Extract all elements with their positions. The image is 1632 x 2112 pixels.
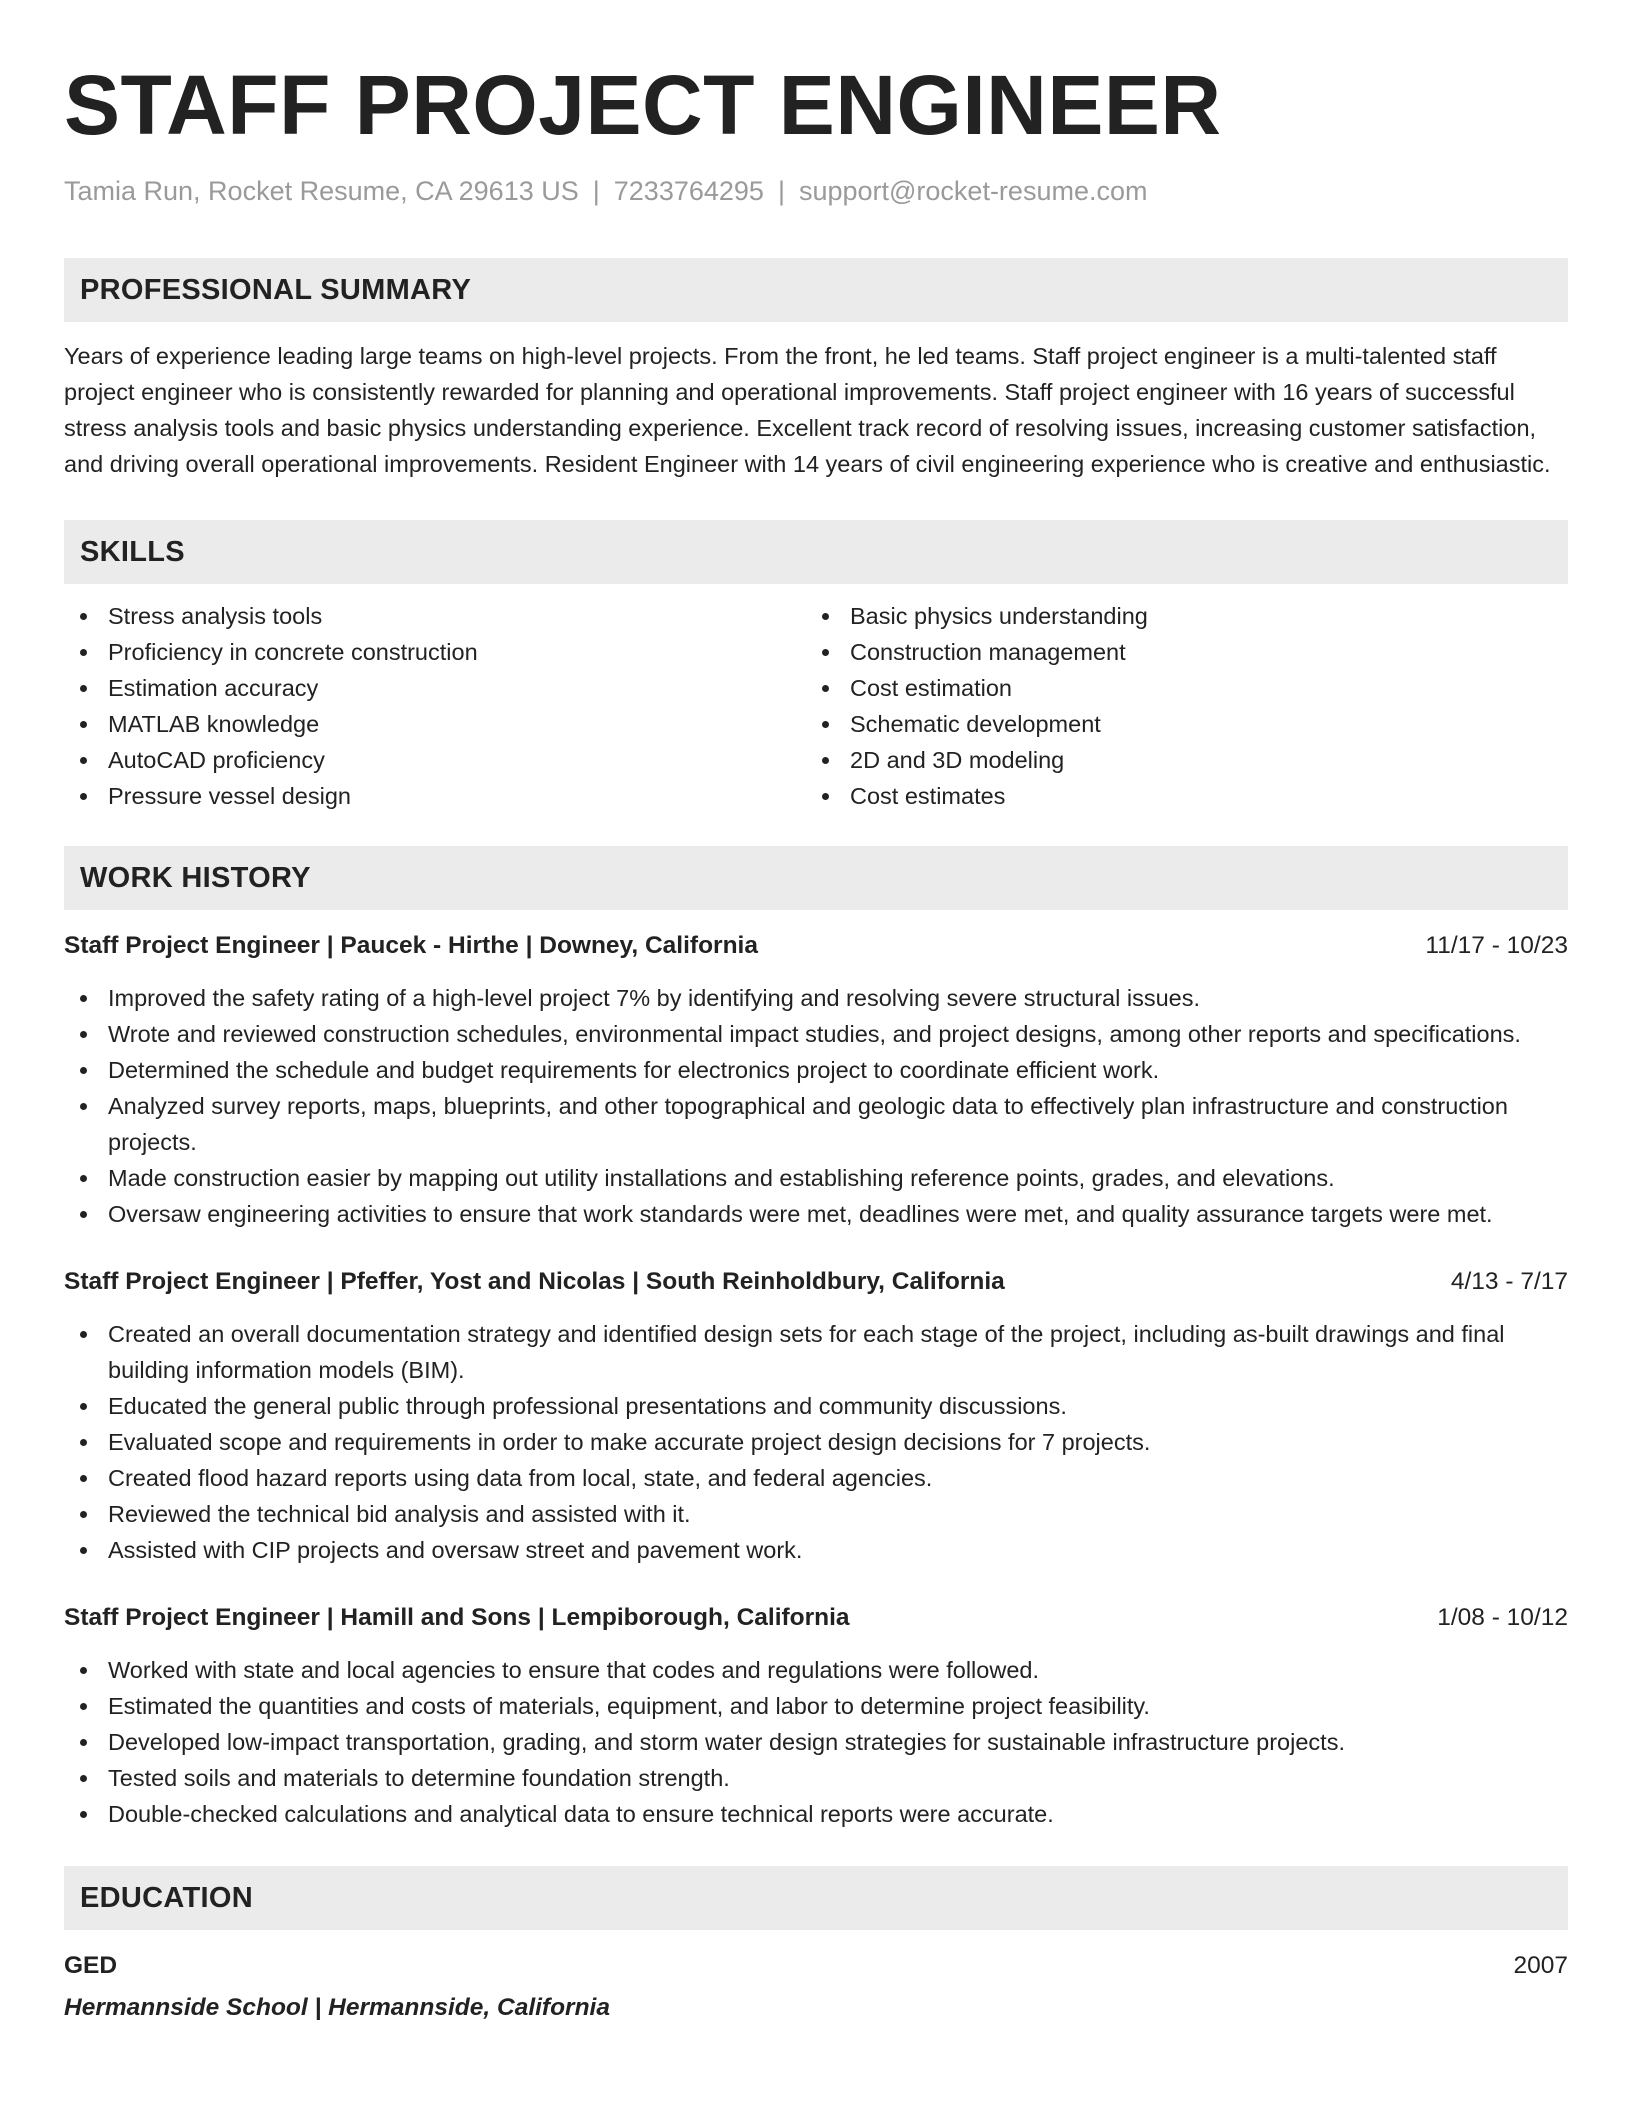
skill-item: Schematic development bbox=[806, 706, 1548, 742]
skill-item: Proficiency in concrete construction bbox=[64, 634, 806, 670]
job-entry bbox=[64, 928, 1568, 1232]
skill-item: 2D and 3D modeling bbox=[806, 742, 1548, 778]
job-bullets bbox=[64, 1316, 1568, 1568]
job-bullet: Made construction easier by mapping out utility installations and establishing reference points, grades, and elevations. bbox=[64, 1160, 1568, 1196]
skill-item: Estimation accuracy bbox=[64, 670, 806, 706]
job-bullet: Educated the general public through professional presentations and community discussions. bbox=[64, 1388, 1568, 1424]
education-school: Hermannside School | Hermannside, California bbox=[64, 1994, 610, 2021]
skills-column-right bbox=[806, 598, 1548, 814]
contact-address: Tamia Run, Rocket Resume, CA 29613 US bbox=[64, 176, 579, 206]
education-entry bbox=[64, 1948, 1568, 2026]
job-dates: 11/17 - 10/23 bbox=[1425, 932, 1568, 959]
skill-item: Basic physics understanding bbox=[806, 598, 1548, 634]
education-header bbox=[64, 1948, 1568, 1984]
education-year: 2007 bbox=[1513, 1952, 1568, 1979]
skills-list bbox=[64, 598, 1568, 814]
job-bullet: Assisted with CIP projects and oversaw street and pavement work. bbox=[64, 1532, 1568, 1568]
job-bullet: Worked with state and local agencies to ensure that codes and regulations were followed. bbox=[64, 1652, 1568, 1688]
section-header-work: WORK HISTORY bbox=[64, 846, 1568, 910]
job-bullets bbox=[64, 980, 1568, 1232]
job-title: Staff Project Engineer | Paucek - Hirthe | Downey, California bbox=[64, 932, 758, 959]
job-dates: 1/08 - 10/12 bbox=[1437, 1604, 1568, 1631]
skill-item: Cost estimates bbox=[806, 778, 1548, 814]
job-bullet: Improved the safety rating of a high-level project 7% by identifying and resolving severe structural issues. bbox=[64, 980, 1568, 1016]
job-dates: 4/13 - 7/17 bbox=[1450, 1268, 1568, 1295]
job-bullet: Tested soils and materials to determine foundation strength. bbox=[64, 1760, 1568, 1796]
skill-item: Pressure vessel design bbox=[64, 778, 806, 814]
job-header bbox=[64, 928, 1568, 964]
skills-column-left bbox=[64, 598, 806, 814]
skill-item: Cost estimation bbox=[806, 670, 1548, 706]
job-header bbox=[64, 1600, 1568, 1636]
contact-line bbox=[64, 174, 1568, 208]
resume-page bbox=[64, 58, 1568, 2026]
job-header bbox=[64, 1264, 1568, 1300]
job-entry bbox=[64, 1264, 1568, 1568]
education-degree: GED bbox=[64, 1952, 118, 1979]
section-header-summary: PROFESSIONAL SUMMARY bbox=[64, 258, 1568, 322]
job-bullet: Reviewed the technical bid analysis and assisted with it. bbox=[64, 1496, 1568, 1532]
job-title: Staff Project Engineer | Pfeffer, Yost and Nicolas | South Reinholdbury, California bbox=[64, 1268, 1005, 1295]
job-bullets bbox=[64, 1652, 1568, 1832]
skill-item: Stress analysis tools bbox=[64, 598, 806, 634]
contact-phone: 7233764295 bbox=[613, 176, 764, 206]
skill-item: MATLAB knowledge bbox=[64, 706, 806, 742]
resume-name: STAFF PROJECT ENGINEER bbox=[64, 58, 1222, 152]
job-bullet: Analyzed survey reports, maps, blueprints, and other topographical and geologic data to effectively plan infrastructure and construction projects. bbox=[64, 1088, 1568, 1160]
job-bullet: Wrote and reviewed construction schedules, environmental impact studies, and project designs, among other reports and specifications. bbox=[64, 1016, 1568, 1052]
job-bullet: Evaluated scope and requirements in order to make accurate project design decisions for 7 projects. bbox=[64, 1424, 1568, 1460]
job-bullet: Oversaw engineering activities to ensure that work standards were met, deadlines were met, and quality assurance targets were met. bbox=[64, 1196, 1568, 1232]
job-title: Staff Project Engineer | Hamill and Sons | Lempiborough, California bbox=[64, 1604, 850, 1631]
contact-separator: | bbox=[592, 176, 600, 206]
section-header-skills: SKILLS bbox=[64, 520, 1568, 584]
job-bullet: Developed low-impact transportation, grading, and storm water design strategies for sustainable infrastructure projects. bbox=[64, 1724, 1568, 1760]
job-bullet: Determined the schedule and budget requirements for electronics project to coordinate efficient work. bbox=[64, 1052, 1568, 1088]
job-entry bbox=[64, 1600, 1568, 1832]
summary-text: Years of experience leading large teams on high-level projects. From the front, he led teams. Staff project engineer is a multi-talented staff project engineer who is consistently rewarded for planning and operational improvements. Staff project engineer with 16 years of successful stress analysis tools and basic physics understanding experience. Excellent track record of resolving issues, increasing customer satisfaction, and driving overall operational improvements. Resident Engineer with 14 years of civil engineering experience who is creative and enthusiastic. bbox=[64, 343, 1551, 477]
job-bullet: Created flood hazard reports using data from local, state, and federal agencies. bbox=[64, 1460, 1568, 1496]
job-bullet: Double-checked calculations and analytical data to ensure technical reports were accurate. bbox=[64, 1796, 1568, 1832]
skill-item: AutoCAD proficiency bbox=[64, 742, 806, 778]
contact-separator: | bbox=[777, 176, 785, 206]
section-header-education: EDUCATION bbox=[64, 1866, 1568, 1930]
job-bullet: Estimated the quantities and costs of materials, equipment, and labor to determine project feasibility. bbox=[64, 1688, 1568, 1724]
job-bullet: Created an overall documentation strategy and identified design sets for each stage of the project, including as-built drawings and final building information models (BIM). bbox=[64, 1316, 1568, 1388]
contact-email: support@rocket-resume.com bbox=[798, 176, 1148, 206]
skill-item: Construction management bbox=[806, 634, 1548, 670]
